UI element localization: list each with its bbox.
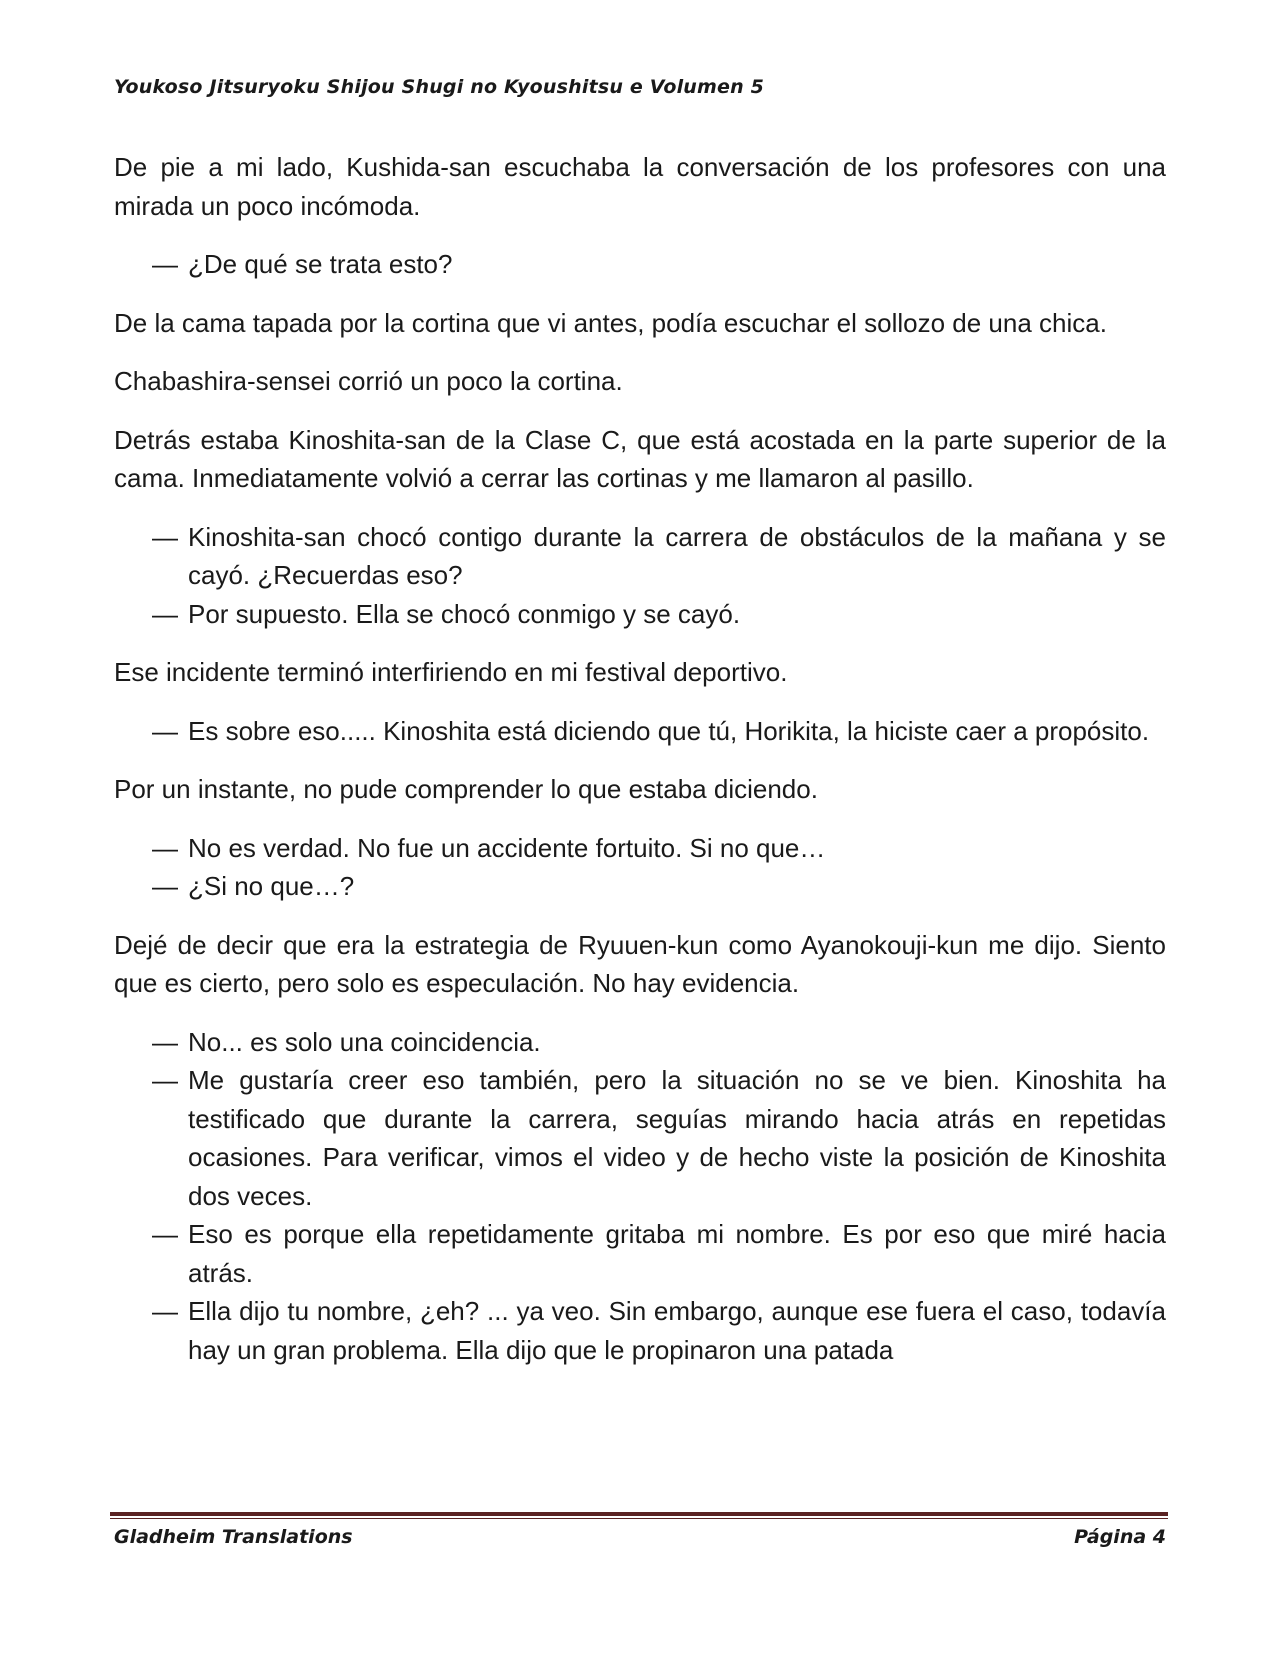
dialogue-line [114, 867, 1166, 906]
dialogue-line [114, 1023, 1166, 1062]
dialogue-text: Es sobre eso..... Kinoshita está diciendo que tú, Horikita, la hiciste caer a propósito. [188, 715, 1150, 746]
dialogue-text: Ella dijo tu nombre, ¿eh? ... ya veo. Sin embargo, aunque ese fuera el caso, todavía hay un gran problema. Ella dijo que le propinaron una patada [188, 1296, 1166, 1365]
dialogue-line [114, 829, 1166, 868]
paragraph: Dejé de decir que era la estrategia de Ryuuen-kun como Ayanokouji-kun me dijo. Siento que es cierto, pero solo es especulación. No hay evidencia. [114, 929, 1166, 998]
body-text [114, 148, 1166, 1389]
dialogue-text: No es verdad. No fue un accidente fortuito. Si no que… [188, 832, 826, 863]
running-header-title: Youkoso Jitsuryoku Shijou Shugi no Kyoushitsu e Volumen 5 [114, 76, 765, 98]
dialogue-text: Por supuesto. Ella se chocó conmigo y se cayó. [188, 598, 741, 629]
dialogue-text: Eso es porque ella repetidamente gritaba mi nombre. Es por eso que miré hacia atrás. [188, 1219, 1166, 1288]
paragraph: Chabashira-sensei corrió un poco la cortina. [114, 366, 623, 396]
footer-page-number: Página 4 [1074, 1526, 1166, 1548]
dash-glyph: — [152, 1219, 178, 1249]
dash-glyph: — [152, 521, 178, 552]
dialogue-block [114, 829, 1166, 906]
dialogue-line [114, 245, 1166, 284]
dialogue-line [114, 712, 1166, 751]
dialogue-line [114, 1061, 1166, 1215]
dialogue-block [114, 712, 1166, 751]
dialogue-line [114, 595, 1166, 634]
dialogue-block [114, 1023, 1166, 1370]
footer-divider-thin [110, 1518, 1168, 1519]
dialogue-text: Kinoshita-san chocó contigo durante la carrera de obstáculos de la mañana y se cayó. ¿Recuerdas eso? [188, 521, 1166, 590]
dash-glyph: — [152, 1026, 178, 1057]
dash-glyph: — [152, 832, 178, 863]
paragraph: Detrás estaba Kinoshita-san de la Clase C, que está acostada en la parte superior de la cama. Inmediatamente volvió a cerrar las cortinas y me llamaron al pasillo. [114, 424, 1166, 493]
paragraph: Ese incidente terminó interfiriendo en mi festival deportivo. [114, 657, 788, 687]
dialogue-text: ¿Si no que…? [188, 871, 355, 901]
dialogue-line [114, 1292, 1166, 1369]
dash-glyph: — [152, 871, 178, 901]
dialogue-line [114, 1215, 1166, 1292]
footer-divider [110, 1512, 1168, 1519]
dialogue-text: ¿De qué se trata esto? [188, 249, 453, 279]
dash-glyph: — [152, 1065, 178, 1095]
dialogue-block [114, 245, 1166, 284]
dialogue-text: No... es solo una coincidencia. [188, 1026, 541, 1057]
dash-glyph: — [152, 1296, 178, 1326]
page-footer [114, 1526, 1166, 1548]
footer-publisher: Gladheim Translations [114, 1526, 353, 1548]
paragraph: Por un instante, no pude comprender lo que estaba diciendo. [114, 774, 818, 804]
paragraph: De pie a mi lado, Kushida-san escuchaba la conversación de los profesores con una mirada un poco incómoda. [114, 152, 1166, 221]
dialogue-block [114, 518, 1166, 634]
dash-glyph: — [152, 598, 178, 629]
dialogue-line [114, 518, 1166, 595]
dash-glyph: — [152, 249, 178, 279]
dialogue-text: Me gustaría creer eso también, pero la situación no se ve bien. Kinoshita ha testificado que durante la carrera, seguías mirando hacia atrás en repetidas ocasiones. Para verificar, vimos el video y de hecho viste la posición de Kinoshita dos veces. [188, 1065, 1166, 1211]
footer-divider-thick [110, 1512, 1168, 1516]
dash-glyph: — [152, 715, 178, 746]
paragraph: De la cama tapada por la cortina que vi antes, podía escuchar el sollozo de una chica. [114, 307, 1107, 338]
